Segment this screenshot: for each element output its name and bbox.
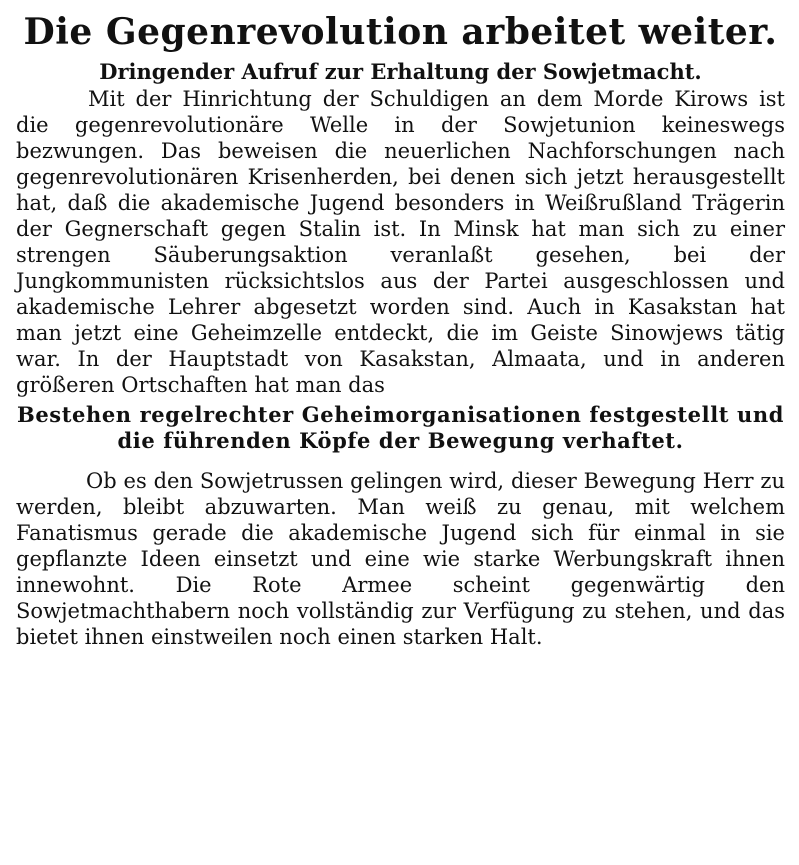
article-paragraph-1: Mit der Hinrichtung der Schuldigen an dem Morde Kirows ist die gegenrevolutionäre Welle in der Sowjetunion keineswegs bezwungen. Das beweisen die neuerlichen Nachforschungen nach gegenrevolutionären Krisenherden, bei denen sich jetzt herausgestellt hat, daß die akademische Jugend besonders in Weißrußland Trägerin der Gegnerschaft gegen Stalin ist. In Minsk hat man sich zu einer strengen Säuberungsaktion veranlaßt gesehen, bei der Jungkommunisten rücksichtslos aus der Partei ausgeschlossen und akademische Lehrer abgesetzt worden sind. Auch in Kasakstan hat man jetzt eine Geheimzelle entdeckt, die im Geiste Sinowjews tätig war. In der Hauptstadt von Kasakstan, Almaata, und in anderen größeren Ortschaften hat man das [16,87,785,397]
interheading: Bestehen regelrechter Geheimorganisationen festgestellt und die führenden Köpfe der Bewegung verhaftet. [16,402,785,453]
headline: Die Gegenrevolution arbeitet weiter. [23,11,778,53]
subheadline: Dringender Aufruf zur Erhaltung der Sowjetmacht. [99,59,702,84]
article-paragraph-2: Ob es den Sowjetrussen gelingen wird, dieser Bewegung Herr zu werden, bleibt abzuwarten. Man weiß zu genau, mit welchem Fanatismus gerade die akademische Jugend sich für einmal in sie gepflanzte Ideen einsetzt und eine wie starke Werbungskraft ihnen innewohnt. Die Rote Armee scheint gegenwärtig den Sowjetmachthabern noch vollständig zur Verfügung zu stehen, und das bietet ihnen einstweilen noch einen starken Halt. [16,469,785,649]
